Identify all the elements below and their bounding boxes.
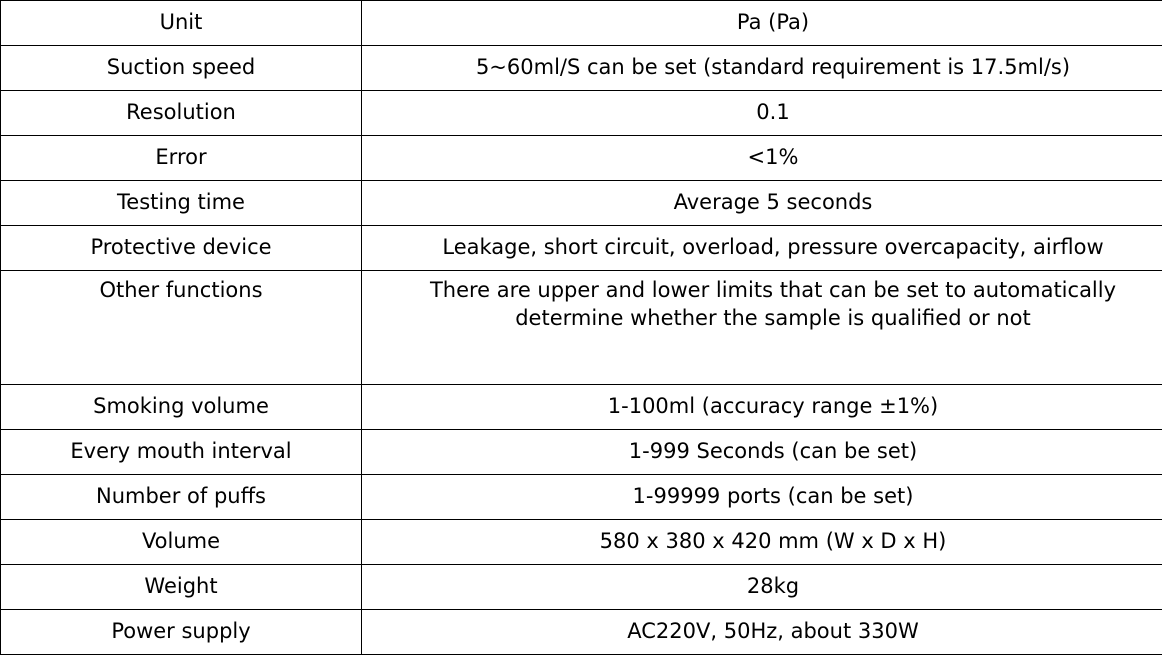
table-row — [1, 385, 1162, 430]
table-row — [1, 136, 1162, 181]
table-row — [1, 1, 1162, 46]
row-label: Other functions — [1, 271, 362, 385]
row-value: 1-999 Seconds (can be set) — [362, 430, 1162, 475]
row-label: Weight — [1, 565, 362, 610]
row-value: 1-100ml (accuracy range ±1%) — [362, 385, 1162, 430]
row-label: Testing time — [1, 181, 362, 226]
row-label: Resolution — [1, 91, 362, 136]
row-label: Suction speed — [1, 46, 362, 91]
row-label: Volume — [1, 520, 362, 565]
row-label: Smoking volume — [1, 385, 362, 430]
row-label: Error — [1, 136, 362, 181]
row-value: Average 5 seconds — [362, 181, 1162, 226]
row-label: Number of puffs — [1, 475, 362, 520]
table-row — [1, 610, 1162, 655]
row-value: 5~60ml/S can be set (standard requirement is 17.5ml/s) — [362, 46, 1162, 91]
row-label: Unit — [1, 1, 362, 46]
row-value: Leakage, short circuit, overload, pressure overcapacity, airflow — [362, 226, 1162, 271]
table-row — [1, 475, 1162, 520]
table-row — [1, 271, 1162, 385]
row-value-text: There are upper and lower limits that can be set to automatically determine whether the sample is qualified or not — [368, 277, 1162, 332]
row-label: Protective device — [1, 226, 362, 271]
table-row — [1, 91, 1162, 136]
table-row — [1, 430, 1162, 475]
row-value: Pa (Pa) — [362, 1, 1162, 46]
table-row — [1, 520, 1162, 565]
row-value: AC220V, 50Hz, about 330W — [362, 610, 1162, 655]
row-value — [362, 271, 1162, 385]
row-value: <1% — [362, 136, 1162, 181]
table-row — [1, 46, 1162, 91]
row-label: Every mouth interval — [1, 430, 362, 475]
table-row — [1, 181, 1162, 226]
row-value: 1-99999 ports (can be set) — [362, 475, 1162, 520]
table-row — [1, 226, 1162, 271]
row-value: 0.1 — [362, 91, 1162, 136]
specification-table-body — [1, 1, 1162, 655]
row-value: 28kg — [362, 565, 1162, 610]
row-label: Power supply — [1, 610, 362, 655]
row-value: 580 x 380 x 420 mm (W x D x H) — [362, 520, 1162, 565]
